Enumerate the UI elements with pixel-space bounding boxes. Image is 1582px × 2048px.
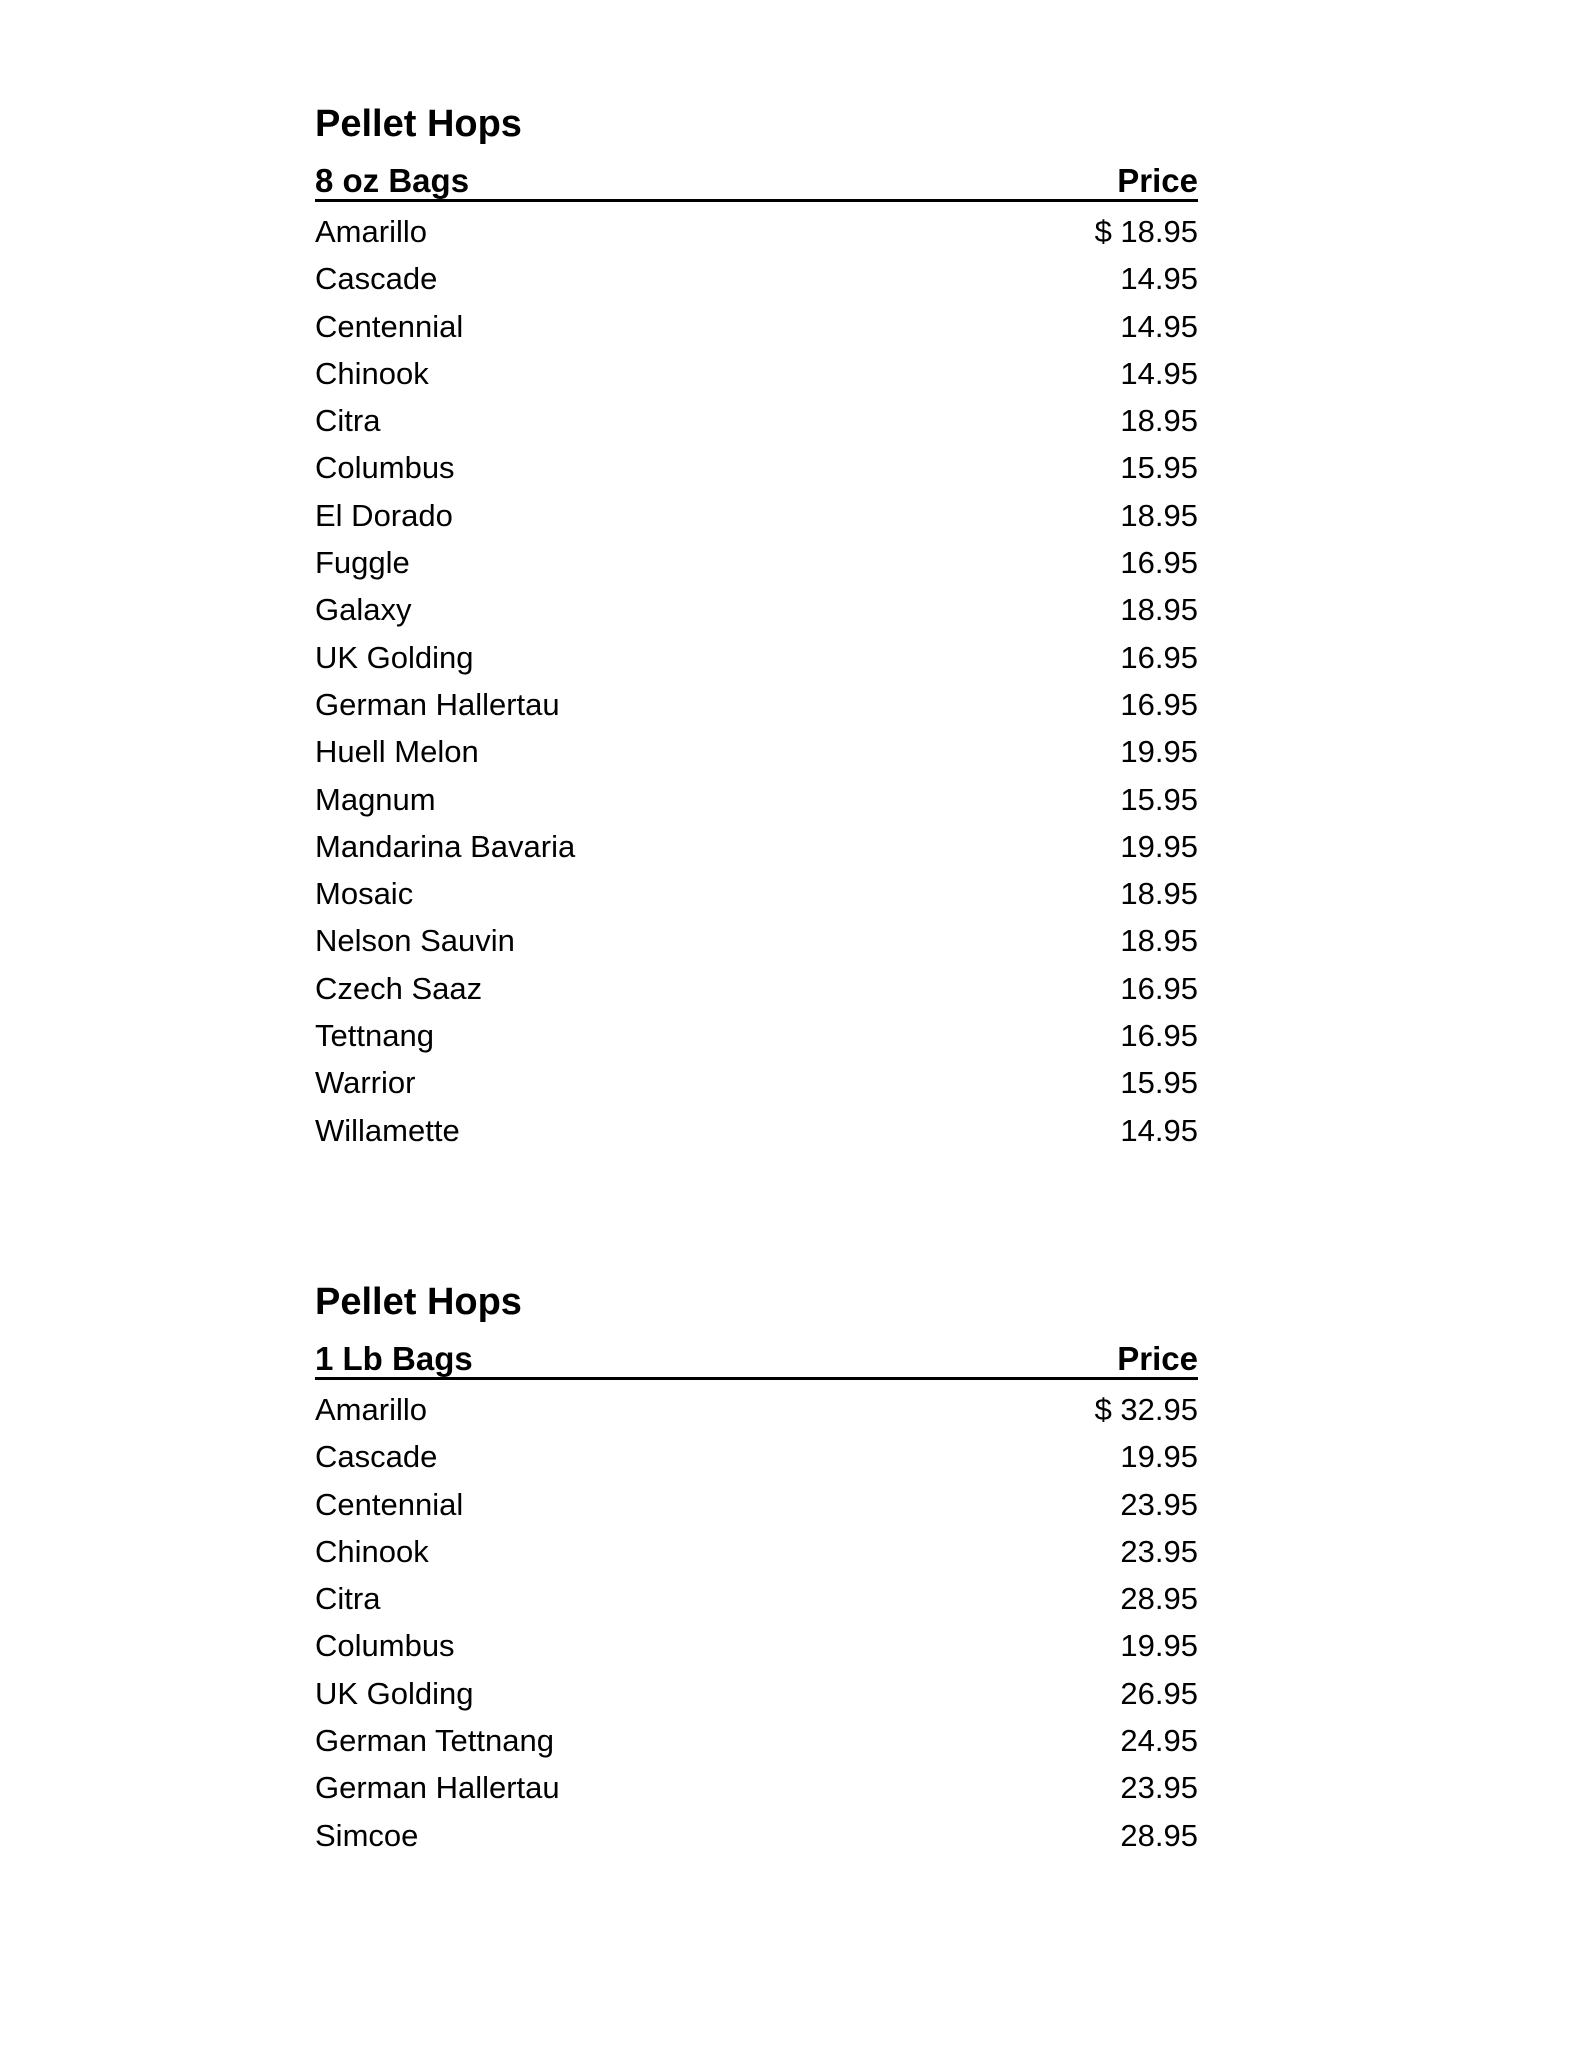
hop-price: 15.95 <box>1120 450 1198 486</box>
hop-variety-name: Centennial <box>315 308 464 344</box>
table-row <box>315 728 1198 775</box>
table-header <box>315 1339 1198 1380</box>
table-row <box>315 1107 1198 1154</box>
hop-variety-name: El Dorado <box>315 497 453 533</box>
table-row <box>315 1764 1198 1811</box>
table-row <box>315 917 1198 964</box>
hop-price: 14.95 <box>1120 308 1198 344</box>
table-row <box>315 1622 1198 1669</box>
table-row <box>315 1059 1198 1106</box>
hop-price: 26.95 <box>1120 1675 1198 1711</box>
section-title: Pellet Hops <box>315 103 522 145</box>
table-row <box>315 1481 1198 1528</box>
hop-price: 14.95 <box>1120 1112 1198 1148</box>
table-row <box>315 492 1198 539</box>
hop-price: 16.95 <box>1120 639 1198 675</box>
table-row <box>315 965 1198 1012</box>
hop-price: 18.95 <box>1120 592 1198 628</box>
table-row <box>315 539 1198 586</box>
hop-price: $ 32.95 <box>1094 1392 1198 1427</box>
column-header-price: Price <box>1117 1340 1198 1377</box>
hop-variety-name: Centennial <box>315 1486 464 1522</box>
table-row <box>315 1012 1198 1059</box>
hop-variety-name: Fuggle <box>315 545 410 581</box>
hop-price: 14.95 <box>1120 355 1198 391</box>
column-header-price: Price <box>1117 162 1198 199</box>
table-row <box>315 1670 1198 1717</box>
hop-variety-name: Magnum <box>315 781 436 817</box>
hop-price: 19.95 <box>1120 1628 1198 1664</box>
hop-variety-name: Cascade <box>315 261 438 297</box>
table-row <box>315 255 1198 302</box>
table-body <box>315 1386 1198 1859</box>
hop-price: 15.95 <box>1120 781 1198 817</box>
hop-variety-name: Willamette <box>315 1112 460 1148</box>
hop-variety-name: Huell Melon <box>315 734 479 770</box>
hop-variety-name: Columbus <box>315 1628 455 1664</box>
table-row <box>315 1528 1198 1575</box>
table-row <box>315 681 1198 728</box>
hop-variety-name: Cascade <box>315 1439 438 1475</box>
hop-price: 23.95 <box>1120 1533 1198 1569</box>
hop-price: 18.95 <box>1120 497 1198 533</box>
hop-variety-name: Mandarina Bavaria <box>315 828 576 864</box>
table-row <box>315 1717 1198 1764</box>
hop-variety-name: Citra <box>315 403 381 439</box>
hop-price: 14.95 <box>1120 261 1198 297</box>
table-row <box>315 1812 1198 1859</box>
hop-variety-name: German Hallertau <box>315 686 560 722</box>
hop-price: $ 18.95 <box>1094 214 1198 249</box>
table-row <box>315 444 1198 491</box>
table-header <box>315 161 1198 202</box>
hop-price: 16.95 <box>1120 686 1198 722</box>
table-row <box>315 1433 1198 1480</box>
table-row <box>315 350 1198 397</box>
table-row <box>315 397 1198 444</box>
hop-variety-name: Galaxy <box>315 592 412 628</box>
hop-variety-name: Nelson Sauvin <box>315 923 515 959</box>
hop-variety-name: Simcoe <box>315 1817 419 1853</box>
table-body <box>315 208 1198 1154</box>
table-row <box>315 1575 1198 1622</box>
hop-price: 16.95 <box>1120 1018 1198 1054</box>
hop-price: 16.95 <box>1120 545 1198 581</box>
price-list-1lb <box>315 1280 1198 1859</box>
hop-price: 23.95 <box>1120 1770 1198 1806</box>
hop-variety-name: Amarillo <box>315 1392 427 1427</box>
hop-price: 28.95 <box>1120 1581 1198 1617</box>
hop-price: 18.95 <box>1120 403 1198 439</box>
price-list-8oz <box>315 102 1198 1154</box>
table-row <box>315 776 1198 823</box>
hop-variety-name: Columbus <box>315 450 455 486</box>
hop-variety-name: UK Golding <box>315 639 474 675</box>
hop-price: 19.95 <box>1120 828 1198 864</box>
section-title: Pellet Hops <box>315 1281 522 1323</box>
hop-price: 19.95 <box>1120 1439 1198 1475</box>
hop-price: 24.95 <box>1120 1723 1198 1759</box>
hop-price: 15.95 <box>1120 1065 1198 1101</box>
hop-variety-name: Citra <box>315 1581 381 1617</box>
hop-variety-name: Amarillo <box>315 214 427 249</box>
hop-variety-name: Chinook <box>315 1533 429 1569</box>
table-row <box>315 303 1198 350</box>
hop-price: 16.95 <box>1120 970 1198 1006</box>
hop-price: 23.95 <box>1120 1486 1198 1522</box>
hop-price: 28.95 <box>1120 1817 1198 1853</box>
hop-price: 19.95 <box>1120 734 1198 770</box>
hop-variety-name: Warrior <box>315 1065 416 1101</box>
hop-variety-name: Chinook <box>315 355 429 391</box>
hop-variety-name: Czech Saaz <box>315 970 483 1006</box>
hop-price: 18.95 <box>1120 923 1198 959</box>
hop-variety-name: German Hallertau <box>315 1770 560 1806</box>
table-row <box>315 823 1198 870</box>
hop-variety-name: UK Golding <box>315 1675 474 1711</box>
table-row <box>315 208 1198 255</box>
hop-variety-name: German Tettnang <box>315 1723 554 1759</box>
column-header-size: 8 oz Bags <box>315 162 470 199</box>
table-row <box>315 870 1198 917</box>
hop-price: 18.95 <box>1120 876 1198 912</box>
table-row <box>315 586 1198 633</box>
hop-variety-name: Tettnang <box>315 1018 434 1054</box>
table-row <box>315 1386 1198 1433</box>
hop-variety-name: Mosaic <box>315 876 414 912</box>
column-header-size: 1 Lb Bags <box>315 1340 473 1377</box>
table-row <box>315 634 1198 681</box>
